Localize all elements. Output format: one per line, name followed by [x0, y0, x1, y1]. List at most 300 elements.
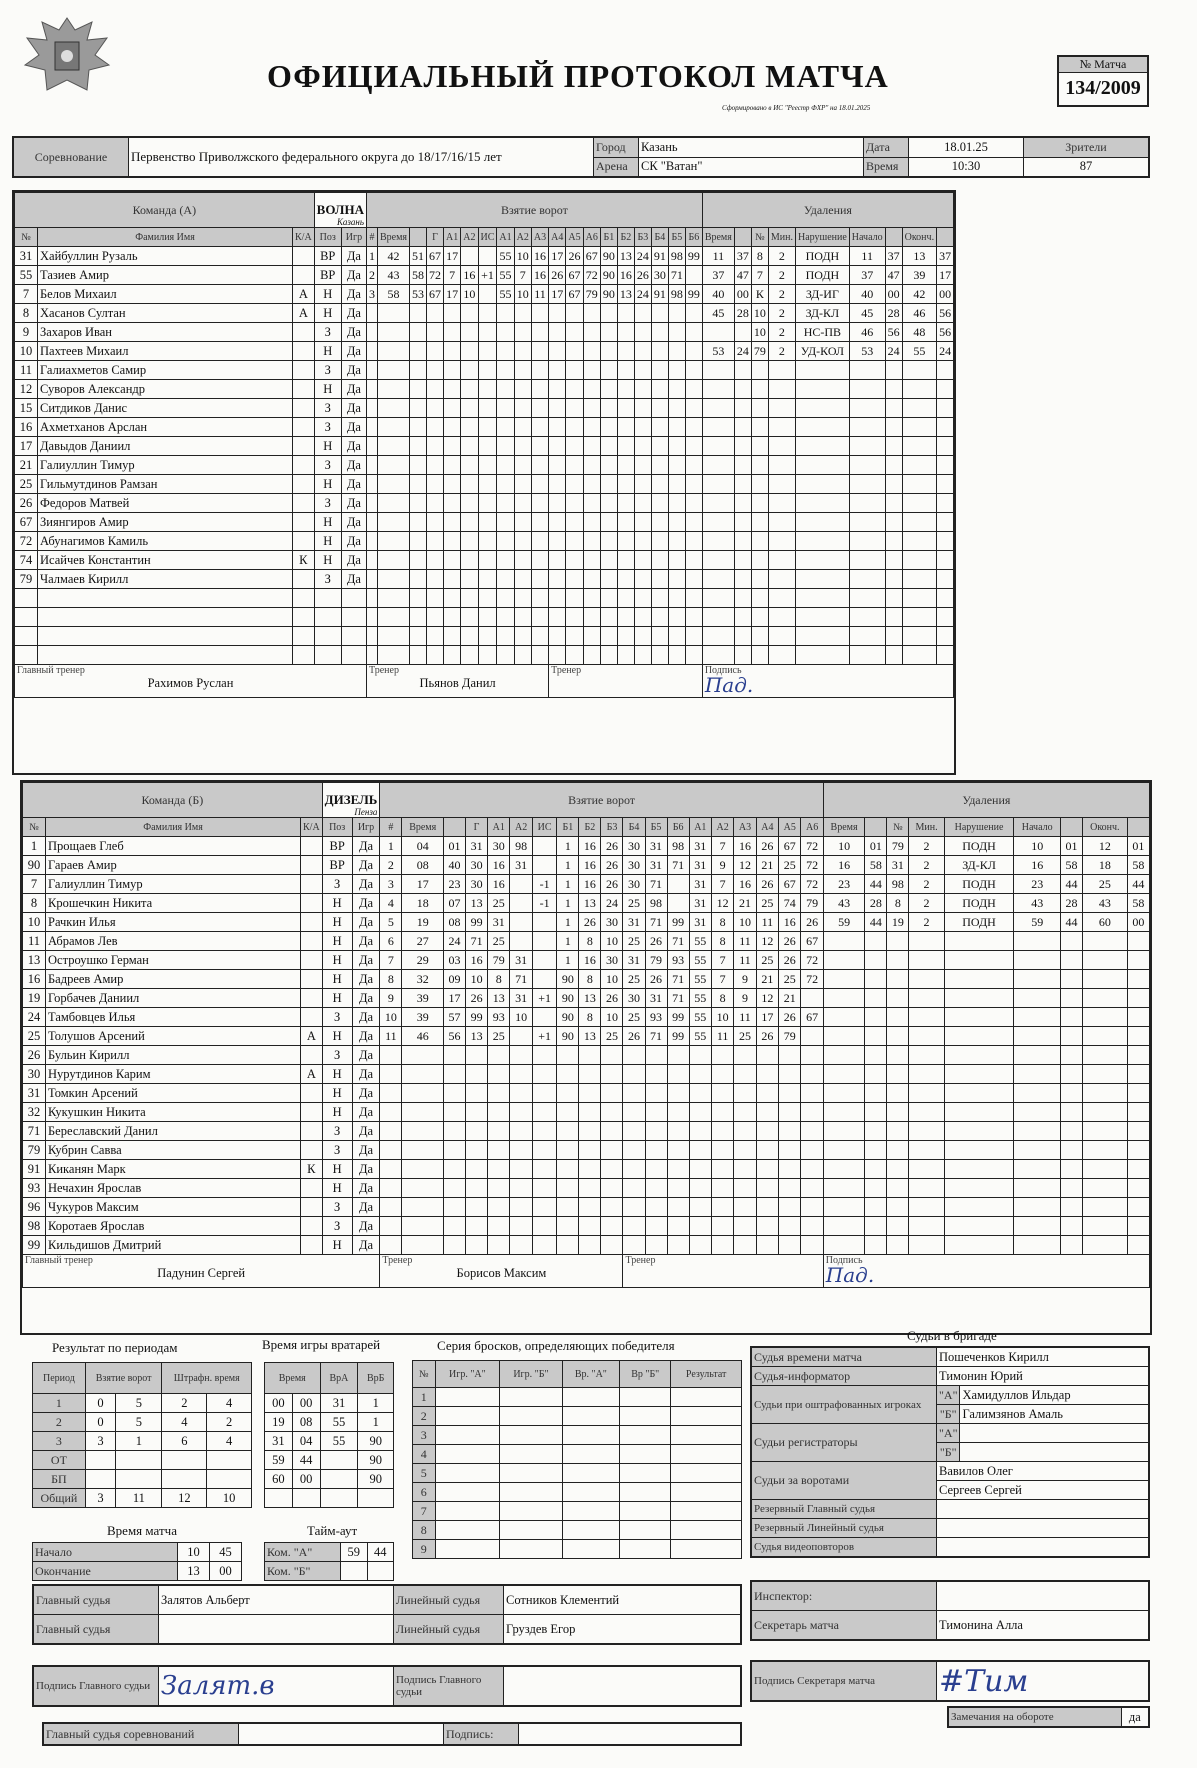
shootout-col-4: Вр "Б": [620, 1361, 671, 1388]
timekeeper-label: Судья времени матча: [751, 1347, 937, 1367]
goal-cell: [510, 1236, 532, 1255]
goal-cell: [427, 494, 444, 513]
penalty-cell: [795, 418, 849, 437]
penalty-cell: [885, 532, 902, 551]
goal-cell: 30: [623, 989, 645, 1008]
penalty-cell: ПОДН: [944, 894, 1014, 913]
penalty-cell: [1082, 951, 1127, 970]
player-cell: Да: [341, 266, 366, 285]
player-cell: [38, 608, 293, 627]
goal-cell: [461, 380, 478, 399]
goal-cell: [566, 304, 583, 323]
goal-cell: [531, 361, 548, 380]
goal-cell: [645, 1236, 667, 1255]
player-cell: Да: [341, 513, 366, 532]
goal-cell: [427, 456, 444, 475]
goal-cell: [510, 1027, 532, 1046]
penalty-cell: [1082, 1141, 1127, 1160]
goal-cell: [427, 323, 444, 342]
goal-cell: [380, 1122, 402, 1141]
goal-cell: [378, 380, 410, 399]
penalty-cell: [909, 1122, 944, 1141]
penalty-cell: [909, 1065, 944, 1084]
goal-cell: 71: [667, 989, 689, 1008]
goal-cell: 67: [427, 285, 444, 304]
goal-cell: [514, 380, 531, 399]
goal-cell: [402, 1160, 444, 1179]
penalty-cell: [865, 989, 887, 1008]
goal-cell: [444, 1065, 466, 1084]
goal-cell: [478, 361, 497, 380]
arena-label: Арена: [594, 157, 639, 177]
goal-cell: 13: [617, 285, 634, 304]
goal-cell: [531, 494, 548, 513]
player-cell: 79: [23, 1141, 46, 1160]
timeout-b-label: Ком. "Б": [265, 1562, 341, 1581]
player-cell: Н: [322, 1236, 352, 1255]
team_a-pen-col-6: [885, 228, 902, 247]
penalty-cell: [823, 989, 865, 1008]
goal-cell: [779, 1103, 801, 1122]
goal-cell: [583, 608, 600, 627]
team_b-signature: Пад.: [825, 1263, 875, 1287]
goal-cell: [668, 627, 685, 646]
penalty-cell: [768, 494, 795, 513]
player-cell: Да: [341, 532, 366, 551]
team_a-goal-col-8: А2: [514, 228, 531, 247]
goal-cell: 8: [579, 1008, 601, 1027]
player-cell: 30: [23, 1065, 46, 1084]
goal-cell: [623, 1236, 645, 1255]
goal-cell: [734, 1217, 756, 1236]
goal-cell: [478, 551, 497, 570]
competition: Первенство Приволжского федерального округа до 18/17/16/15 лет: [129, 137, 594, 177]
goal-cell: 71: [466, 932, 488, 951]
goal-cell: 67: [779, 875, 801, 894]
table-row: [15, 475, 954, 494]
player-cell: К: [301, 1160, 323, 1179]
penalty-cell: 10: [751, 323, 768, 342]
goal-cell: 11: [756, 913, 778, 932]
goalie-cell: [292, 1489, 320, 1508]
penalty-cell: [1127, 1122, 1149, 1141]
penalty-cell: [902, 399, 936, 418]
penalty-cell: [768, 456, 795, 475]
goal-cell: [668, 361, 685, 380]
goal-cell: 24: [444, 932, 466, 951]
goal-cell: [532, 951, 557, 970]
table-row: [23, 1046, 1150, 1065]
goal-cell: 27: [402, 932, 444, 951]
penalty-cell: 59: [823, 913, 865, 932]
penalty-cell: [1127, 1008, 1149, 1027]
officials-table: [32, 1584, 742, 1645]
goal-cell: [444, 1141, 466, 1160]
goalie-cell: 60: [265, 1470, 293, 1489]
goal-cell: 26: [566, 247, 583, 266]
goal-cell: 3: [380, 875, 402, 894]
player-cell: [38, 646, 293, 665]
team_b-pen-col-1: [865, 818, 887, 837]
goal-cell: [444, 304, 461, 323]
goal-cell: [531, 304, 548, 323]
team_a-col-3: Поз: [314, 228, 341, 247]
player-cell: 79: [15, 570, 38, 589]
goal-cell: [801, 1179, 823, 1198]
goal-cell: [651, 399, 668, 418]
goal-cell: 55: [689, 951, 711, 970]
penalty-cell: [1014, 1160, 1060, 1179]
penalty-cell: [1127, 1065, 1149, 1084]
player-cell: Ахметханов Арслан: [38, 418, 293, 437]
player-cell: З: [314, 418, 341, 437]
line-judge-label-2: Линейный судья: [394, 1615, 504, 1645]
goal-cell: 26: [466, 989, 488, 1008]
player-cell: Да: [341, 323, 366, 342]
goal-cell: [549, 418, 566, 437]
team_b-signature-label: Подпись: [825, 1255, 863, 1266]
table-row: [33, 1470, 252, 1489]
goal-cell: 26: [645, 932, 667, 951]
goal-cell: [549, 323, 566, 342]
goal-cell: 25: [623, 1008, 645, 1027]
penalty-cell: [768, 627, 795, 646]
penalty-cell: 42: [902, 285, 936, 304]
goal-cell: 26: [756, 875, 778, 894]
shootout-cell: [435, 1445, 500, 1464]
penalty-cell: 56: [937, 304, 954, 323]
goal-cell: [685, 532, 702, 551]
goal-cell: [711, 1046, 733, 1065]
goal-cell: [380, 1160, 402, 1179]
player-cell: Тамбовцев Илья: [46, 1008, 301, 1027]
penalty-cell: [909, 932, 944, 951]
penalty-cell: [937, 361, 954, 380]
penalty-cell: [1127, 1141, 1149, 1160]
penalty-cell: [937, 646, 954, 665]
goal-cell: [367, 399, 378, 418]
penalty-cell: [885, 456, 902, 475]
goal-cell: [685, 361, 702, 380]
period-col: Период: [33, 1363, 86, 1394]
penalty-cell: [1014, 1179, 1060, 1198]
goal-cell: 21: [779, 989, 801, 1008]
penalty-cell: [702, 418, 734, 437]
main-referee-label-2: Главный судья: [33, 1615, 159, 1645]
goal-cell: [600, 323, 617, 342]
penalty-cell: [751, 494, 768, 513]
player-cell: Нечахин Ярослав: [46, 1179, 301, 1198]
player-cell: Исайчев Константин: [38, 551, 293, 570]
goal-cell: 72: [801, 837, 823, 856]
team_a-goals-header: Взятие ворот: [367, 193, 703, 228]
goal-cell: [549, 532, 566, 551]
goal-cell: [410, 494, 427, 513]
goal-cell: 8: [579, 970, 601, 989]
player-cell: [293, 437, 315, 456]
table-row: [15, 456, 954, 475]
penalty-cell: [1014, 1122, 1060, 1141]
goal-cell: [444, 551, 461, 570]
goal-cell: [583, 532, 600, 551]
goal-cell: [617, 589, 634, 608]
goal-cell: [579, 1217, 601, 1236]
goalie-cell: 90: [358, 1470, 394, 1489]
goal-cell: [514, 494, 531, 513]
penalty-cell: [902, 646, 936, 665]
player-cell: А: [301, 1065, 323, 1084]
goal-cell: [532, 1141, 557, 1160]
spectators-label: Зрители: [1024, 137, 1150, 157]
goal-cell: 10: [510, 1008, 532, 1027]
goal-cell: [801, 1122, 823, 1141]
goal-cell: [651, 361, 668, 380]
match-number: 134/2009: [1065, 77, 1141, 99]
goal-cell: [478, 247, 497, 266]
goal-cell: [466, 1103, 488, 1122]
goal-cell: 8: [488, 970, 510, 989]
goal-cell: [444, 532, 461, 551]
goal-cell: [380, 1198, 402, 1217]
player-cell: Киканян Марк: [46, 1160, 301, 1179]
goal-cell: [402, 1122, 444, 1141]
goal-cell: 79: [488, 951, 510, 970]
goal-cell: [623, 1103, 645, 1122]
goal-cell: [617, 361, 634, 380]
goal-cell: [756, 1065, 778, 1084]
penalty-cell: 37: [702, 266, 734, 285]
table-row: [33, 1432, 252, 1451]
goal-cell: [410, 475, 427, 494]
table-row: [265, 1394, 394, 1413]
goal-cell: 16: [734, 875, 756, 894]
table-row: [23, 1027, 1150, 1046]
reserve-main-label: Резервный Главный судья: [751, 1500, 937, 1519]
player-cell: Да: [341, 342, 366, 361]
player-cell: [301, 1122, 323, 1141]
goal-cell: [461, 627, 478, 646]
goal-cell: 99: [667, 913, 689, 932]
penalty-cell: [885, 627, 902, 646]
timeout-title: Тайм-аут: [307, 1523, 358, 1538]
penalty-cell: [1127, 1027, 1149, 1046]
shootout-cell: [620, 1502, 671, 1521]
goal-cell: [617, 418, 634, 437]
penalty-cell: 2: [909, 913, 944, 932]
penalty-cell: [849, 551, 885, 570]
goal-cell: [444, 627, 461, 646]
penalty-cell: [702, 494, 734, 513]
penalty-cell: [1014, 1008, 1060, 1027]
goal-cell: [600, 380, 617, 399]
penalty-cell: [902, 475, 936, 494]
goal-cell: [444, 437, 461, 456]
player-cell: Н: [322, 970, 352, 989]
shootout-cell: [671, 1483, 742, 1502]
penalty-cell: [1014, 1065, 1060, 1084]
goal-cell: [497, 551, 514, 570]
goal-cell: [461, 646, 478, 665]
player-cell: Да: [352, 1103, 380, 1122]
goal-cell: [566, 627, 583, 646]
goal-cell: [497, 608, 514, 627]
goal-cell: [634, 627, 651, 646]
penalty-cell: 2: [768, 285, 795, 304]
penalty-cell: 8: [751, 247, 768, 266]
goal-cell: [600, 304, 617, 323]
goal-cell: 99: [667, 1027, 689, 1046]
team_a-pen-col-7: Оконч.: [902, 228, 936, 247]
team_b-pen-col-6: [1060, 818, 1082, 837]
goal-cell: [623, 1122, 645, 1141]
timeout-a-minutes: 44: [367, 1543, 394, 1562]
goal-cell: [651, 494, 668, 513]
goal-cell: 25: [779, 970, 801, 989]
informer-label: Судья-информатор: [751, 1367, 937, 1386]
penalty-cell: [768, 532, 795, 551]
goal-cell: [634, 646, 651, 665]
goalie-cell: 90: [358, 1451, 394, 1470]
penalty-cell: [751, 361, 768, 380]
goal-cell: [532, 1084, 557, 1103]
goal-cell: [444, 1217, 466, 1236]
goal-cell: [549, 304, 566, 323]
penalty-cell: [944, 1236, 1014, 1255]
referees-table: [750, 1346, 1150, 1558]
penalty-cell: 58: [1060, 856, 1082, 875]
player-cell: [293, 532, 315, 551]
goal-cell: [623, 1065, 645, 1084]
penalty-cell: [1127, 1084, 1149, 1103]
team_a-table: [14, 192, 954, 698]
period-cell: 5: [116, 1394, 162, 1413]
penalty-cell: [909, 989, 944, 1008]
team-b-section: [20, 780, 1152, 1335]
team_a-name: ВОЛНА Казань: [314, 193, 366, 228]
team_a-signature-cell: [702, 665, 953, 698]
goal-cell: [756, 1198, 778, 1217]
goal-cell: [478, 608, 497, 627]
team_b-goal-col-0: #: [380, 818, 402, 837]
penalty-cell: [1082, 1198, 1127, 1217]
player-cell: [301, 970, 323, 989]
table-row: [23, 1236, 1150, 1255]
goal-cell: [651, 380, 668, 399]
player-cell: Да: [352, 1217, 380, 1236]
player-cell: Да: [352, 989, 380, 1008]
secretary-table: [750, 1580, 1150, 1641]
goal-cell: [410, 437, 427, 456]
goal-cell: [444, 1103, 466, 1122]
goal-cell: 23: [444, 875, 466, 894]
table-row: [265, 1470, 394, 1489]
player-cell: Абрамов Лев: [46, 932, 301, 951]
player-cell: Н: [322, 1103, 352, 1122]
goal-cell: [410, 513, 427, 532]
goal-cell: 09: [444, 970, 466, 989]
team_a-coach2-cell: [549, 665, 703, 698]
penalty-cell: 2: [909, 894, 944, 913]
goal-cell: [583, 646, 600, 665]
penalty-cell: [734, 627, 751, 646]
penalty-cell: [865, 1141, 887, 1160]
player-cell: Суворов Александр: [38, 380, 293, 399]
team_b-goal-col-11: Б5: [645, 818, 667, 837]
goal-cell: [510, 913, 532, 932]
player-cell: Кубрин Савва: [46, 1141, 301, 1160]
penalty-cell: [702, 513, 734, 532]
goal-cell: 67: [427, 247, 444, 266]
penalty-cell: [909, 1084, 944, 1103]
penalty-cell: [1082, 1008, 1127, 1027]
goal-cell: [566, 475, 583, 494]
goal-cell: [461, 456, 478, 475]
table-row: [23, 1198, 1150, 1217]
goal-cell: [531, 627, 548, 646]
team_a-pen-col-3: Мин.: [768, 228, 795, 247]
player-cell: [293, 475, 315, 494]
goal-cell: [510, 1217, 532, 1236]
player-cell: Хасанов Султан: [38, 304, 293, 323]
goal-cell: [510, 1198, 532, 1217]
goal-cell: [600, 475, 617, 494]
penalty-cell: [702, 437, 734, 456]
penalty-cell: 53: [702, 342, 734, 361]
goal-cell: [478, 456, 497, 475]
goal-cell: [557, 1046, 579, 1065]
penalty-cell: [1082, 970, 1127, 989]
player-cell: [301, 913, 323, 932]
goal-cell: 31: [466, 837, 488, 856]
team_a-goal-col-5: А2: [461, 228, 478, 247]
fhr-emblem-icon: [17, 10, 117, 110]
table-row: [413, 1388, 742, 1407]
penalty-cell: [1060, 970, 1082, 989]
match-time-title: Время матча: [107, 1523, 177, 1538]
goal-cell: 17: [444, 247, 461, 266]
goal-cell: [532, 1065, 557, 1084]
goal-cell: [531, 513, 548, 532]
referees-title: Судьи в бригаде: [907, 1328, 997, 1343]
goal-cell: [634, 456, 651, 475]
team_b-col-3: Поз: [322, 818, 352, 837]
goalie-cell: 31: [320, 1394, 358, 1413]
penalty-cell: К: [751, 285, 768, 304]
goal-cell: [623, 1198, 645, 1217]
goal-cell: [685, 266, 702, 285]
player-cell: Да: [341, 418, 366, 437]
goal-cell: [668, 513, 685, 532]
player-cell: [341, 627, 366, 646]
penalty-cell: [865, 1027, 887, 1046]
goal-cell: [531, 399, 548, 418]
goal-cell: [579, 1065, 601, 1084]
goal-cell: [461, 513, 478, 532]
goal-cell: [617, 399, 634, 418]
goal-cell: 8: [711, 913, 733, 932]
team_b-coach2-label: Тренер: [625, 1255, 656, 1266]
goal-cell: 71: [667, 970, 689, 989]
goal-cell: 7: [711, 970, 733, 989]
penalty-cell: [885, 361, 902, 380]
goal-cell: [801, 1065, 823, 1084]
penalty-cell: [937, 380, 954, 399]
goal-cell: [461, 437, 478, 456]
goal-cell: [532, 1008, 557, 1027]
goal-cell: 21: [756, 970, 778, 989]
penalty-cell: 43: [1014, 894, 1060, 913]
goal-cell: 55: [689, 989, 711, 1008]
